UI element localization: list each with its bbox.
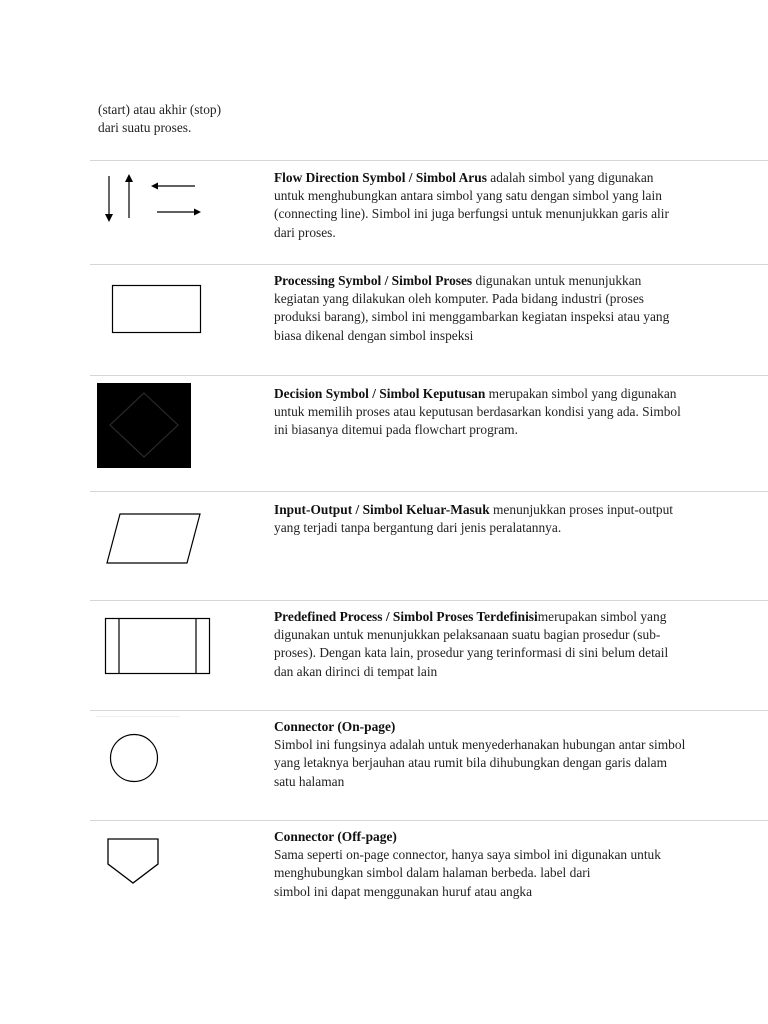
off-page-connector-pentagon-icon: [106, 837, 162, 887]
description-line: simbol ini dapat menggunakan huruf atau angka: [274, 883, 533, 899]
faint-divider: [96, 716, 180, 717]
symbol-description: [274, 608, 742, 681]
symbol-description: [274, 501, 742, 537]
flow-direction-arrows-icon: [100, 170, 210, 226]
intro-text: [98, 101, 221, 137]
description-first-line: [274, 169, 742, 187]
description-line: adalah simbol yang digunakan: [486, 170, 654, 185]
symbol-title: Connector (Off-page): [274, 829, 397, 844]
description-line: merupakan simbol yang digunakan: [485, 386, 677, 401]
description-first-line: [274, 718, 742, 736]
symbol-title: Flow Direction Symbol / Simbol Arus: [274, 170, 487, 185]
symbol-title: Connector (On-page): [274, 719, 396, 734]
symbol-title: Decision Symbol / Simbol Keputusan: [274, 386, 486, 401]
symbol-description: [274, 272, 742, 345]
row-divider: [90, 160, 768, 161]
predefined-process-icon: [104, 617, 212, 675]
on-page-connector-circle-icon: [108, 732, 162, 784]
row-divider: [90, 375, 768, 376]
description-line: kegiatan yang dilakukan oleh komputer. Pada bidang industri (proses: [274, 291, 645, 307]
description-line: ini biasanya ditemui pada flowchart program.: [274, 422, 518, 438]
intro-line: dari suatu proses.: [98, 120, 192, 135]
description-line: digunakan untuk menunjukkan: [472, 273, 642, 288]
input-output-parallelogram-icon: [104, 512, 204, 566]
description-first-line: [274, 828, 742, 846]
symbol-title: Predefined Process / Simbol Proses Terdefinisi: [274, 609, 538, 624]
description-first-line: [274, 608, 742, 626]
description-line: biasa dikenal dengan simbol inspeksi: [274, 327, 474, 343]
description-line: (connecting line). Simbol ini juga berfungsi untuk menunjukkan garis alir: [274, 206, 669, 222]
description-line: produksi barang), simbol ini menggambarkan kegiatan inspeksi atau yang: [274, 309, 670, 325]
description-line: merupakan simbol yang: [537, 609, 667, 624]
symbol-description: [274, 169, 742, 242]
description-first-line: [274, 385, 742, 403]
symbol-description: [274, 718, 742, 791]
process-rectangle-icon: [111, 284, 203, 336]
intro-line: (start) atau akhir (stop): [98, 102, 222, 117]
decision-diamond-icon: [97, 383, 191, 468]
symbol-description: [274, 828, 742, 901]
symbol-description: [274, 385, 742, 440]
description-line: satu halaman: [274, 773, 345, 789]
description-line: untuk menghubungkan antara simbol yang satu dengan simbol yang lain: [274, 188, 662, 204]
description-line: proses). Dengan kata lain, prosedur yang terinformasi di sini belum detail: [274, 645, 669, 661]
description-line: Sama seperti on-page connector, hanya saya simbol ini digunakan untuk: [274, 847, 661, 863]
symbol-title: Input-Output / Simbol Keluar-Masuk: [274, 502, 490, 517]
description-line: digunakan untuk menunjukkan pelaksanaan suatu bagian prosedur (sub-: [274, 627, 661, 643]
description-line: untuk memilih proses atau keputusan berdasarkan kondisi yang ada. Simbol: [274, 404, 681, 420]
description-line: yang terjadi tanpa bergantung dari jenis peralatannya.: [274, 520, 562, 536]
description-line: dari proses.: [274, 224, 336, 240]
description-line: Simbol ini fungsinya adalah untuk menyederhanakan hubungan antar simbol: [274, 737, 686, 753]
description-line: menghubungkan simbol dalam halaman berbeda. label dari: [274, 865, 591, 881]
description-line: yang letaknya berjauhan atau rumit bila dihubungkan dengan garis dalam: [274, 755, 668, 771]
row-divider: [90, 710, 768, 711]
description-line: menunjukkan proses input-output: [489, 502, 674, 517]
description-line: dan akan dirinci di tempat lain: [274, 663, 438, 679]
symbol-title: Processing Symbol / Simbol Proses: [274, 273, 473, 288]
description-first-line: [274, 272, 742, 290]
row-divider: [90, 600, 768, 601]
row-divider: [90, 491, 768, 492]
description-first-line: [274, 501, 742, 519]
row-divider: [90, 264, 768, 265]
row-divider: [90, 820, 768, 821]
